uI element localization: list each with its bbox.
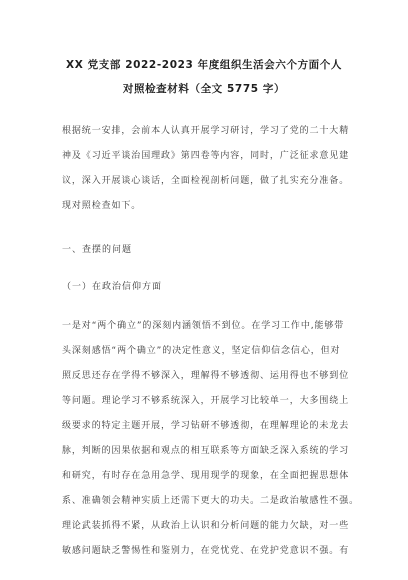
body-line: 头深刻感悟“两个确立”的决定性意义，坚定信仰信念信心，但对 [62, 346, 341, 356]
body-line: 和研究，有时存在急用急学、现用现学的现象，在全面把握思想体 [62, 471, 350, 481]
intro-line: 现对照检查如下。 [62, 201, 142, 211]
document-title-line-1: XX 党支部 2022-2023 年度组织生活会六个方面个人 [66, 59, 342, 71]
intro-line: 根据统一安排，会前本人认真开展学习研讨，学习了党的二十大精 [62, 126, 350, 136]
intro-line: 神及《习近平谈治国理政》第四卷等内容，同时，广泛征求意见建 [62, 151, 350, 161]
body-line: 照反思还存在学得不够深入，理解得不够透彻、运用得也不够到位 [62, 371, 350, 381]
body-line: 脉，判断的因果依据和观点的相互联系等方面缺乏深入系统的学习 [62, 446, 350, 456]
body-line: 级要求的特定主题开展，学习钻研不够透彻，在理解理论的未龙去 [62, 421, 350, 431]
body-line: 等问题。理论学习不够系统深入，开展学习比较单一，大多围绕上 [62, 396, 350, 406]
body-line: 理论武装抓得不紧，从政治上认识和分析问题的能力欠缺，对一些 [62, 521, 350, 531]
document-title-line-2: 对照检查材料（全文 5775 字） [122, 83, 286, 95]
section-heading: 一、查摆的问题 [62, 245, 133, 255]
intro-line: 议，深入开展谈心谈话，全面检视剖析问题，做了扎实充分准备。 [62, 176, 350, 186]
body-line: 系、准确领会精神实质上还需下更大的功夫。二是政治敏感性不强。 [62, 496, 360, 506]
body-line: 敏感问题缺乏警惕性和鉴别力，在党忧党、在党护党意识不强。有 [62, 546, 350, 556]
subsection-heading: （一）在政治信仰方面 [62, 282, 163, 292]
body-line: 一是对“两个确立”的深刻内涵领悟不到位。在学习工作中,能够带 [62, 321, 345, 331]
